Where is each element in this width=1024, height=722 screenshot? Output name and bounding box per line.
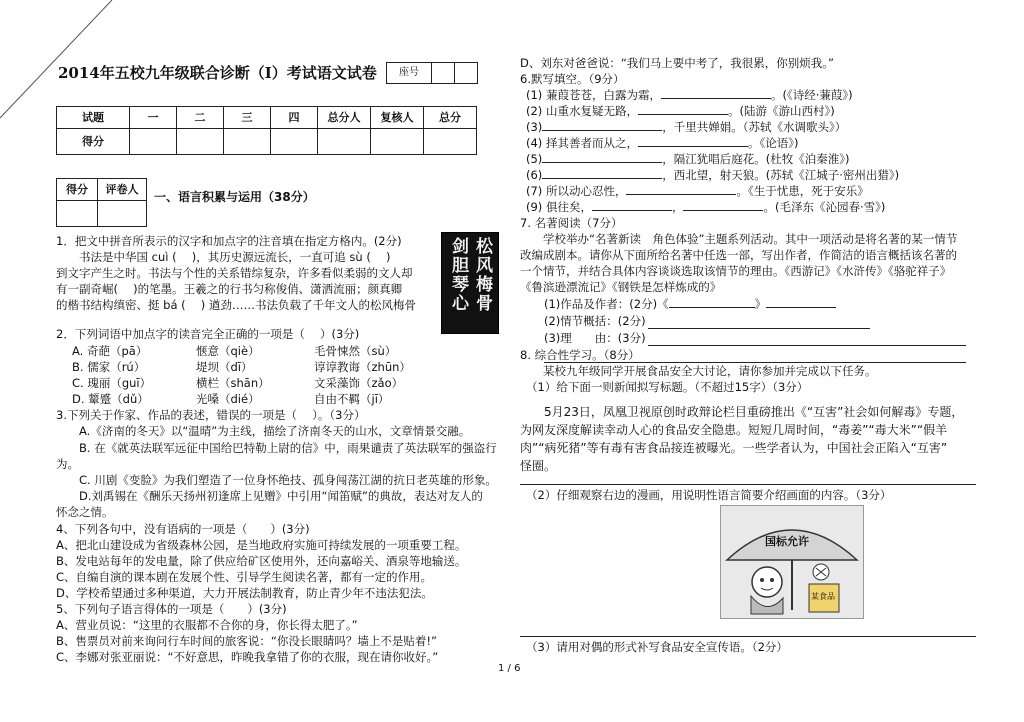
q2-option: 惬意（qiè） (196, 344, 260, 358)
q2-option: 横栏（shān） (196, 376, 270, 390)
q5-line: B、售票员对前来询问行车时间的旅客说：“你没长眼睛吗？墙上不是贴着!” (56, 634, 437, 648)
score-header: 三 (224, 107, 271, 129)
score-header: 四 (271, 107, 318, 129)
q7-line: 一个情节，并结合具体内容谈谈选取该情节的理由。《西游记》《水浒传》《骆驼祥子》 (520, 264, 952, 278)
news-line: 怪圈。 (520, 459, 557, 473)
cartoon-sign: 国标允许 (765, 535, 809, 548)
q8-part1: （1）给下面一则新闻拟写标题。（不超过15字）（3分） (526, 380, 809, 394)
q7-title: 7. 名著阅读（7分） (520, 216, 623, 230)
cartoon-drawing (721, 506, 863, 618)
q7-extra-line[interactable] (544, 362, 966, 363)
news-line: 为网友深度解读幸动人心的食品安全隐患。短短几周时间，“毒姜”“毒大米”“假羊 (520, 423, 948, 437)
seat-box (386, 62, 478, 84)
grader-table (56, 178, 147, 227)
q6-blank[interactable] (661, 98, 771, 99)
q7-work-blank[interactable] (669, 307, 755, 308)
q2-option: D. 颦蹙（dǔ） (72, 392, 149, 406)
q6-text: (3) (526, 120, 543, 134)
q5-line: 5、下列句子语言得体的一项是（ ）(3分) (56, 602, 287, 616)
q2-option: C. 瑰丽（guī） (72, 376, 152, 390)
q8-part2: （2）仔细观察右边的漫画，用说明性语言简要介绍画面的内容。（3分） (526, 488, 892, 502)
score-cell[interactable] (177, 129, 224, 155)
q6-item (526, 170, 899, 182)
q8-answer-line[interactable] (520, 636, 976, 637)
q6-source: 。《生于忧患，死于安乐》 (736, 184, 869, 198)
q3-line: B. 在《就英法联军远征中国给巴特勒上尉的信》中，雨果谴责了英法联军的强盗行 (56, 441, 497, 455)
q7-reason-blank[interactable] (648, 345, 966, 346)
q2-option: 堤坝（dī） (196, 360, 253, 374)
score-header: 复核人 (371, 107, 424, 129)
score-cell[interactable] (224, 129, 271, 155)
q6-item (526, 90, 853, 102)
q7-line: 学校举办“名著新读 角色体验”主题系列活动。其中一项活动是将名著的某一情节 (520, 232, 958, 246)
q6-blank[interactable] (638, 146, 748, 147)
q8-title: 8. 综合性学习。（8分） (520, 348, 640, 362)
q6-title: 6.默写填空。（9分） (520, 72, 625, 86)
q5-line: C、李娜对张亚丽说：“不好意思，昨晚我拿错了你的衣服，现在请你收好。” (56, 650, 439, 664)
page-number: 1 / 6 (498, 663, 521, 674)
q7-sub-reason: (3)理 由：(3分) (544, 331, 646, 345)
q5-line: A、营业员说：“这里的衣服都不合你的身，你长得太肥了。” (56, 618, 358, 632)
q6-source: 。(毛泽东《沁园春·雪》) (763, 200, 886, 214)
score-header: 试题 (57, 107, 130, 129)
q3-line: 3.下列关于作家、作品的表述，错误的一项是（ ）。（3分） (56, 408, 366, 422)
seat-cell[interactable] (432, 63, 455, 84)
q6-item (526, 122, 846, 134)
q6-text: (5) (526, 152, 543, 166)
news-line: 肉”“病死猪”等有毒有害食品接连被曝光。一些学者认为，中国社会正陷入“互害” (520, 441, 948, 455)
q4-line: B、发电站每年的发电量，除了供应给矿区使用外，还向嘉峪关、酒泉等地输送。 (56, 554, 467, 568)
q6-source: 。《论语》) (747, 136, 799, 150)
score-table (56, 106, 477, 155)
grader-cell[interactable] (57, 201, 98, 227)
cartoon-image (720, 505, 864, 619)
q4-line: D、学校希望通过多种渠道，大力开展法制教育，防止青少年不违法犯法。 (56, 586, 433, 600)
q2-option: 毛骨悚然（sù） (314, 344, 397, 358)
q6-source: ，西北望，射天狼。(苏轼《江城子·密州出猎》) (662, 168, 900, 182)
q4-line: 4、下列各句中，没有语病的一项是（ ）(3分) (56, 522, 310, 536)
q1-line: 有一副奇崛( )的笔墨。王羲之的行书匀称俊俏、潇洒流丽；颜真卿 (56, 282, 403, 296)
q6-source: 。(陆游《游山西村》) (727, 104, 835, 118)
q7-sub-author (544, 299, 836, 311)
cartoon-box-label: 某食品 (811, 592, 835, 601)
calligraphy-image (441, 232, 499, 334)
q3-line: C. 川剧《变脸》为我们塑造了一位身怀绝技、孤身闯荡江湖的抗日老英雄的形象。 (56, 473, 497, 487)
q6-blank[interactable] (626, 194, 736, 195)
q2-option: 文采藻饰（zǎo） (314, 376, 404, 390)
grader-cell[interactable] (98, 201, 147, 227)
seat-cell[interactable] (455, 63, 478, 84)
q3-line: D.刘禹锡在《酬乐天扬州初逢席上见赠》中引用“闻笛赋”的典故，表达对友人的 (56, 489, 483, 503)
q6-text: (4) 择其善者而从之， (526, 136, 638, 150)
q6-blank[interactable] (542, 162, 662, 163)
q2-option: A. 奇葩（pā） (72, 344, 148, 358)
q6-text: (1) 蒹葭苍苍，白露为霜， (526, 88, 661, 102)
q1-line: 书法是中华国 cuì ( )，其历史源远流长，一直可追 sù ( ) (56, 250, 391, 264)
q2-option: 谆谆教诲（zhūn） (314, 360, 411, 374)
q7-line: 改编成剧本。请你从下面所给名著中任选一部，写出作者，作简洁的语言概括该名著的 (520, 248, 957, 262)
q2-option: 自由不羁（jī） (314, 392, 390, 406)
q6-item (526, 154, 850, 166)
q7-line: 《鲁滨逊漂流记》《钢铁是怎样炼成的》 (520, 280, 722, 294)
q8-part3: （3）请用对偶的形式补写食品安全宣传语。（2分） (526, 640, 788, 654)
score-header: 总分 (424, 107, 477, 129)
q6-item (526, 138, 798, 150)
q6-text: (2) 山重水复疑无路， (526, 104, 638, 118)
news-title-answer-line[interactable] (520, 484, 976, 485)
q7-author-blank[interactable] (766, 307, 836, 308)
q6-text: (6) (526, 168, 543, 182)
q6-blank[interactable] (542, 130, 662, 131)
q6-text: (9) 俱往矣， (526, 200, 592, 214)
q6-item (526, 186, 869, 198)
q6-source: ，隔江犹唱后庭花。(杜牧《泊秦淮》) (662, 152, 850, 166)
q4-line: A、把北山建设成为省级森林公园，是当地政府实施可持续发展的一项重要工程。 (56, 538, 467, 552)
q6-item (526, 106, 835, 118)
q6-item (526, 202, 885, 214)
score-cell[interactable] (271, 129, 318, 155)
q3-line: A.《济南的冬天》以“温晴”为主线，描绘了济南冬天的山水，文章情景交融。 (56, 424, 471, 438)
q7-sub-plot: (2)情节概括：(2分) (544, 314, 646, 328)
q3-line: 怀念之情。 (56, 505, 114, 519)
q1-line: 的楷书结构缜密、挺 bá ( ) 遒劲……书法负载了千年文人的松风梅骨 (56, 298, 416, 312)
news-line: 5月23日，凤凰卫视原创时政辩论栏目重磅推出《“互害”社会如何解毒》专题， (520, 405, 964, 419)
q1-line: 到文字产生之时。书法与个性的关系错综复杂，许多看似柔弱的文人却 (56, 266, 413, 280)
q5-option-d: D、刘东对爸爸说：“我们马上要中考了，我很累，你别烦我。” (520, 56, 835, 70)
score-cell[interactable] (130, 129, 177, 155)
page-title: 2014年五校九年级联合诊断（I）考试语文试卷 (58, 64, 377, 82)
calligraphy-text: 松风梅骨 剑胆琴心 (448, 237, 492, 313)
q6-source: 。(《诗经·蒹葭》) (770, 88, 853, 102)
seat-label: 座号 (387, 63, 432, 84)
score-cell[interactable] (318, 129, 371, 155)
score-cell[interactable] (424, 129, 477, 155)
q2-option: B. 儒家（rú） (72, 360, 146, 374)
q6-text: (7) 所以动心忍性， (526, 184, 627, 198)
q7-sub-label: (1)作品及作者：(2分)《 (544, 297, 669, 311)
q6-blank[interactable] (542, 178, 662, 179)
q8-intro: 某校九年级同学开展食品安全大讨论，请你参加并完成以下任务。 (520, 364, 877, 378)
section-title: 一、语言积累与运用（38分） (154, 190, 315, 204)
q7-sub-close: 》 (754, 297, 767, 311)
score-header: 一 (130, 107, 177, 129)
q3-line: 为。 (56, 457, 79, 471)
q6-blank[interactable] (638, 114, 728, 115)
score-row-label: 得分 (57, 129, 130, 155)
q7-plot-blank[interactable] (648, 328, 870, 329)
q2-option: 光嗓（dié） (196, 392, 260, 406)
q4-line: C、自编自演的课本剧在发展个性、引导学生阅读名著，都有一定的作用。 (56, 570, 433, 584)
q2-title: 2．下列词语中加点字的读音完全正确的一项是（ ）(3分) (56, 327, 360, 341)
score-cell[interactable] (371, 129, 424, 155)
q6-sep: ， (671, 200, 684, 214)
q6-blank[interactable] (592, 210, 672, 211)
q1-line: 1．把文中拼音所表示的汉字和加点字的注音填在指定方格内。(2分) (56, 234, 402, 248)
q6-source: ，千里共婵娟。（苏轼《水调歌头》） (662, 120, 847, 134)
grader-score-label: 得分 (57, 179, 98, 201)
q6-blank[interactable] (683, 210, 763, 211)
score-header: 二 (177, 107, 224, 129)
score-header: 总分人 (318, 107, 371, 129)
grader-name-label: 评卷人 (98, 179, 147, 201)
